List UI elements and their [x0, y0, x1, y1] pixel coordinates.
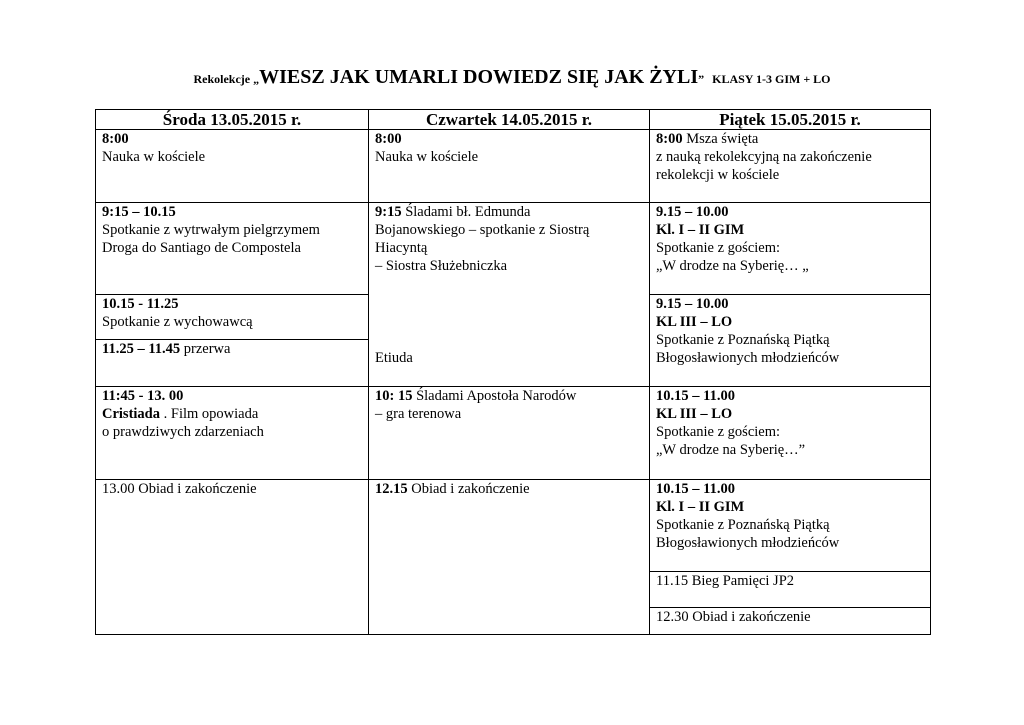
schedule-table [95, 109, 931, 635]
wed-slot-5 [96, 387, 369, 480]
slot-time: 10.15 - 11.25 [102, 296, 179, 312]
table-row [96, 480, 931, 572]
slot-group: Kl. I – II GIM [656, 499, 745, 515]
slot-desc: przerwa [180, 341, 231, 357]
slot-time: 11:45 - 13. 00 [102, 388, 184, 404]
slot-desc: Błogosławionych młodzieńców [656, 535, 840, 551]
slot-time: 9.15 – 10.00 [656, 296, 729, 312]
slot-desc: o prawdziwych zdarzeniach [102, 424, 264, 440]
slot-group: KL III – LO [656, 406, 733, 422]
slot-time: 8:00 [375, 131, 402, 147]
table-row [96, 130, 931, 203]
title-suffix: KLASY 1-3 GIM + LO [712, 72, 831, 86]
title-prefix: Rekolekcje „ [193, 72, 260, 86]
fri-slot-1 [650, 130, 931, 203]
slot-title: Cristiada [102, 406, 160, 422]
wed-slot-2 [96, 203, 369, 295]
fri-slot-4 [650, 387, 931, 480]
slot-desc: Droga do Santiago de Compostela [102, 240, 301, 256]
title-main: WIESZ JAK UMARLI DOWIEDZ SIĘ JAK ŻYLI [259, 66, 699, 88]
fri-slot-2 [650, 203, 931, 295]
slot-desc: Błogosławionych młodzieńców [656, 350, 840, 366]
slot-desc: . Film opowiada [160, 406, 259, 422]
page-title [0, 66, 1024, 89]
thu-slot-2 [369, 203, 650, 387]
slot-desc: Spotkanie z gościem: [656, 240, 781, 256]
slot-desc: – Siostra Służebniczka [375, 258, 508, 274]
slot-group: Kl. I – II GIM [656, 222, 745, 238]
slot-desc: Bojanowskiego – spotkanie z Siostrą [375, 222, 590, 238]
table-row [96, 387, 931, 480]
slot-desc: 13.00 Obiad i zakończenie [102, 481, 257, 497]
slot-desc: „W drodze na Syberię… „ [656, 258, 809, 274]
slot-desc: rekolekcji w kościele [656, 167, 780, 183]
thu-slot-3 [369, 387, 650, 480]
fri-slot-3 [650, 295, 931, 387]
slot-desc: Etiuda [375, 350, 413, 366]
slot-desc: 12.30 Obiad i zakończenie [656, 609, 811, 625]
fri-slot-6 [650, 572, 931, 608]
slot-time: 12.15 [375, 481, 408, 497]
wed-slot-1 [96, 130, 369, 203]
slot-time: 8:00 [656, 131, 683, 147]
wed-slot-4 [96, 340, 369, 387]
slot-desc: Śladami Apostoła Narodów [412, 388, 577, 404]
slot-time: 8:00 [102, 131, 129, 147]
slot-group: KL III – LO [656, 314, 733, 330]
slot-desc: Obiad i zakończenie [407, 481, 530, 497]
fri-slot-7 [650, 608, 931, 635]
header-thursday: Czwartek 14.05.2015 r. [369, 110, 650, 130]
slot-desc: 11.15 Bieg Pamięci JP2 [656, 573, 795, 589]
slot-desc: Spotkanie z wytrwałym pielgrzymem [102, 222, 320, 238]
slot-time: 10.15 – 11.00 [656, 388, 735, 404]
header-row [96, 110, 931, 130]
wed-slot-3 [96, 295, 369, 340]
slot-desc: Nauka w kościele [102, 149, 206, 165]
fri-slot-5 [650, 480, 931, 572]
thu-slot-1 [369, 130, 650, 203]
slot-desc: z nauką rekolekcyjną na zakończenie [656, 149, 872, 165]
slot-desc: Spotkanie z gościem: [656, 424, 781, 440]
slot-desc: – gra terenowa [375, 406, 462, 422]
slot-time: 11.25 – 11.45 [102, 341, 181, 357]
slot-time: 9:15 – 10.15 [102, 204, 176, 220]
thu-slot-4 [369, 480, 650, 635]
table-row [96, 203, 931, 295]
header-wednesday: Środa 13.05.2015 r. [96, 110, 369, 130]
slot-desc: „W drodze na Syberię…” [656, 442, 806, 458]
title-quote-close: ” [698, 72, 705, 86]
slot-time: 9:15 [375, 204, 402, 220]
slot-desc: Nauka w kościele [375, 149, 479, 165]
wed-slot-6 [96, 480, 369, 635]
slot-desc: Spotkanie z wychowawcą [102, 314, 253, 330]
slot-desc: Spotkanie z Poznańską Piątką [656, 332, 830, 348]
slot-desc: Hiacyntą [375, 240, 428, 256]
slot-time: 10: 15 [375, 388, 413, 404]
slot-desc: Spotkanie z Poznańską Piątką [656, 517, 830, 533]
slot-time: 10.15 – 11.00 [656, 481, 735, 497]
slot-desc: Msza święta [682, 131, 759, 147]
header-friday: Piątek 15.05.2015 r. [650, 110, 931, 130]
slot-desc: Śladami bł. Edmunda [401, 204, 531, 220]
slot-time: 9.15 – 10.00 [656, 204, 729, 220]
